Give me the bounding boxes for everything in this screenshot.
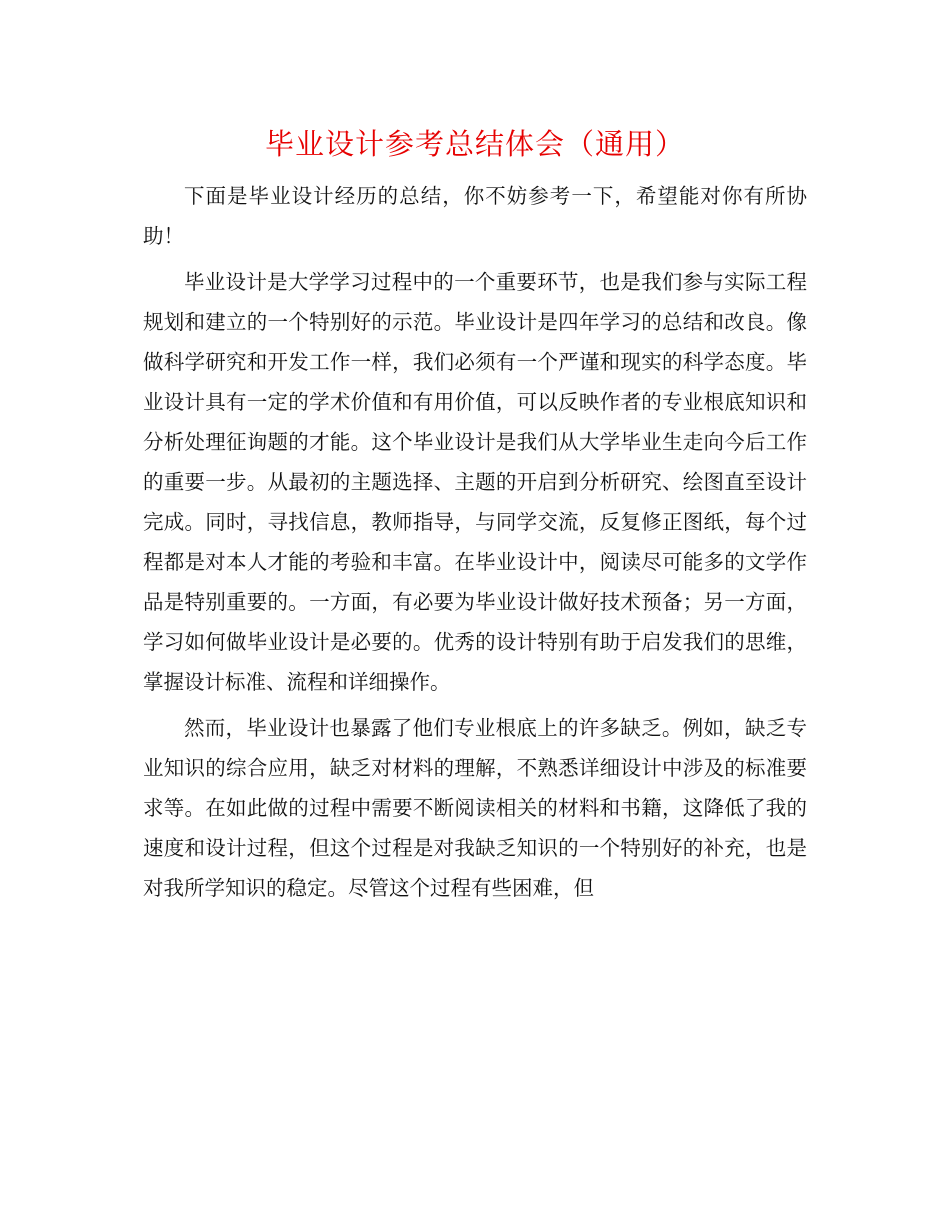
paragraph-1: 毕业设计是大学学习过程中的一个重要环节，也是我们参与实际工程规划和建立的一个特别好的示范。毕业设计是四年学习的总结和改良。像做科学研究和开发工作一样，我们必须有一个严谨和现实的科学态度。毕业设计具有一定的学术价值和有用价值，可以反映作者的专业根底知识和分析处理征询题的才能。这个毕业设计是我们从大学毕业生走向今后工作的重要一步。从最初的主题选择、主题的开启到分析研究、绘图直至设计完成。同时，寻找信息，教师指导，与同学交流，反复修正图纸，每个过程都是对本人才能的考验和丰富。在毕业设计中，阅读尽可能多的文学作品是特别重要的。一方面，有必要为毕业设计做好技术预备；另一方面，学习如何做毕业设计是必要的。优秀的设计特别有助于启发我们的思维，掌握设计标准、流程和详细操作。 <box>143 270 807 694</box>
paragraph-2: 然而，毕业设计也暴露了他们专业根底上的许多缺乏。例如，缺乏专业知识的综合应用，缺乏对材料的理解，不熟悉详细设计中涉及的标准要求等。在如此做的过程中需要不断阅读相关的材料和书籍，这降低了我的速度和设计过程，但这个过程是对我缺乏知识的一个特别好的补充，也是对我所学知识的稳定。尽管这个过程有些困难，但 <box>143 716 807 900</box>
document-title: 毕业设计参考总结体会（通用） <box>264 127 685 161</box>
paragraph-intro: 下面是毕业设计经历的总结，你不妨参考一下，希望能对你有所协助！ <box>143 184 807 248</box>
document-body <box>143 176 807 914</box>
